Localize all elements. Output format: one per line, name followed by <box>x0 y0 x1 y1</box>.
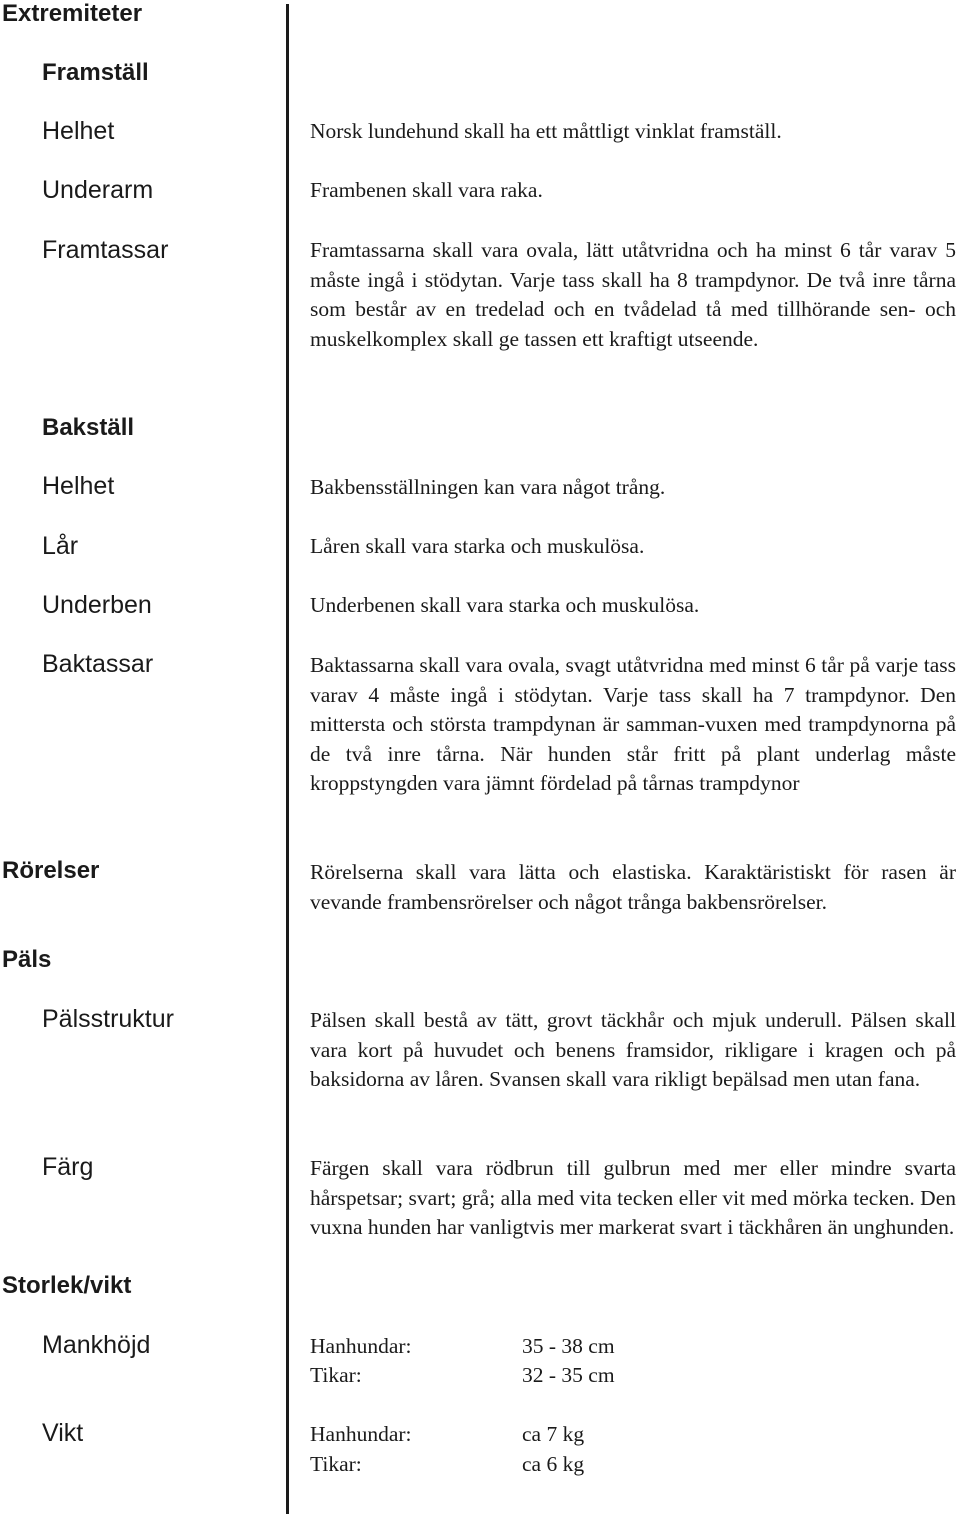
text-rorelser: Rörelserna skall vara lätta och elastiska. Karaktäristiskt för rasen är vevande frambensrörelser och något trånga bakbensrörelser. <box>310 860 956 914</box>
vikt-row-1-value: ca 7 kg <box>522 1422 585 1446</box>
label-helhet-bak: Helhet <box>42 472 115 500</box>
text-farg: Färgen skall vara rödbrun till gulbrun med mer eller mindre svarta hårspetsar; svart; grå; alla med vita tecken eller vit med mörka tecken. Den vuxna hunden har vanligtvis mer markerat svart i täckhåren än unghunden. <box>310 1156 956 1240</box>
mankhojd-row-1-value: 35 - 38 cm <box>522 1334 615 1358</box>
label-palsstruktur: Pälsstruktur <box>42 1005 174 1033</box>
label-framtassar: Framtassar <box>42 236 169 264</box>
text-helhet-fram: Norsk lundehund skall ha ett måttligt vinklat framställ. <box>310 119 782 143</box>
label-underarm: Underarm <box>42 176 154 204</box>
heading-rorelser: Rörelser <box>2 857 100 884</box>
text-lar: Låren skall vara starka och muskulösa. <box>310 534 645 558</box>
heading-bakstall: Bakställ <box>42 414 135 441</box>
mankhojd-row-1-sex: Hanhundar: <box>310 1334 412 1358</box>
label-helhet-fram: Helhet <box>42 117 115 145</box>
label-farg: Färg <box>42 1153 94 1181</box>
text-underarm: Frambenen skall vara raka. <box>310 178 543 202</box>
mankhojd-row-2-value: 32 - 35 cm <box>522 1363 615 1387</box>
mankhojd-row-2-sex: Tikar: <box>310 1363 362 1387</box>
text-underben: Underbenen skall vara starka och muskulösa. <box>310 593 700 617</box>
label-lar: Lår <box>42 532 79 560</box>
text-baktassar: Baktassarna skall vara ovala, svagt utåtvridna med minst 6 tår på varje tass varav 4 måste ingå i stödytan. Varje tass skall ha 7 trampdynor. Den mittersta och största trampdynan är samman-vuxen med trampdynorna på de två inre tårna. När hunden står fritt på plant underlag måste kroppstyngden vara jämnt fördelad på tårnas trampdynor <box>310 653 956 796</box>
text-framtassar: Framtassarna skall vara ovala, lätt utåtvridna och ha minst 6 tår varav 5 måste ingå i stödytan. Varje tass skall ha 8 trampdynor. De två inre tårna som består av en tredelad och en tvådelad tå med tillhörande sen- och muskelkomplex skall ge tassen ett kraftigt utseende. <box>310 238 956 351</box>
text-helhet-bak: Bakbensställningen kan vara något trång. <box>310 475 666 499</box>
heading-framstall: Framställ <box>42 59 149 86</box>
label-underben: Underben <box>42 591 152 619</box>
label-baktassar: Baktassar <box>42 650 154 678</box>
vikt-row-1-sex: Hanhundar: <box>310 1422 412 1446</box>
text-palsstruktur: Pälsen skall bestå av tätt, grovt täckhår och mjuk underull. Pälsen skall vara kort på huvudet och benens framsidor, rikligare i kragen och på baksidorna av låren. Svansen skall vara rikligt bepälsad men utan fana. <box>310 1008 956 1092</box>
heading-storlek-vikt: Storlek/vikt <box>2 1272 132 1299</box>
vikt-row-2-sex: Tikar: <box>310 1452 362 1476</box>
label-vikt: Vikt <box>42 1419 84 1447</box>
label-mankhojd: Mankhöjd <box>42 1331 151 1359</box>
vikt-row-2-value: ca 6 kg <box>522 1452 585 1476</box>
heading-pals: Päls <box>2 946 52 973</box>
heading-extremiteter: Extremiteter <box>2 0 143 27</box>
column-divider <box>286 4 289 1514</box>
